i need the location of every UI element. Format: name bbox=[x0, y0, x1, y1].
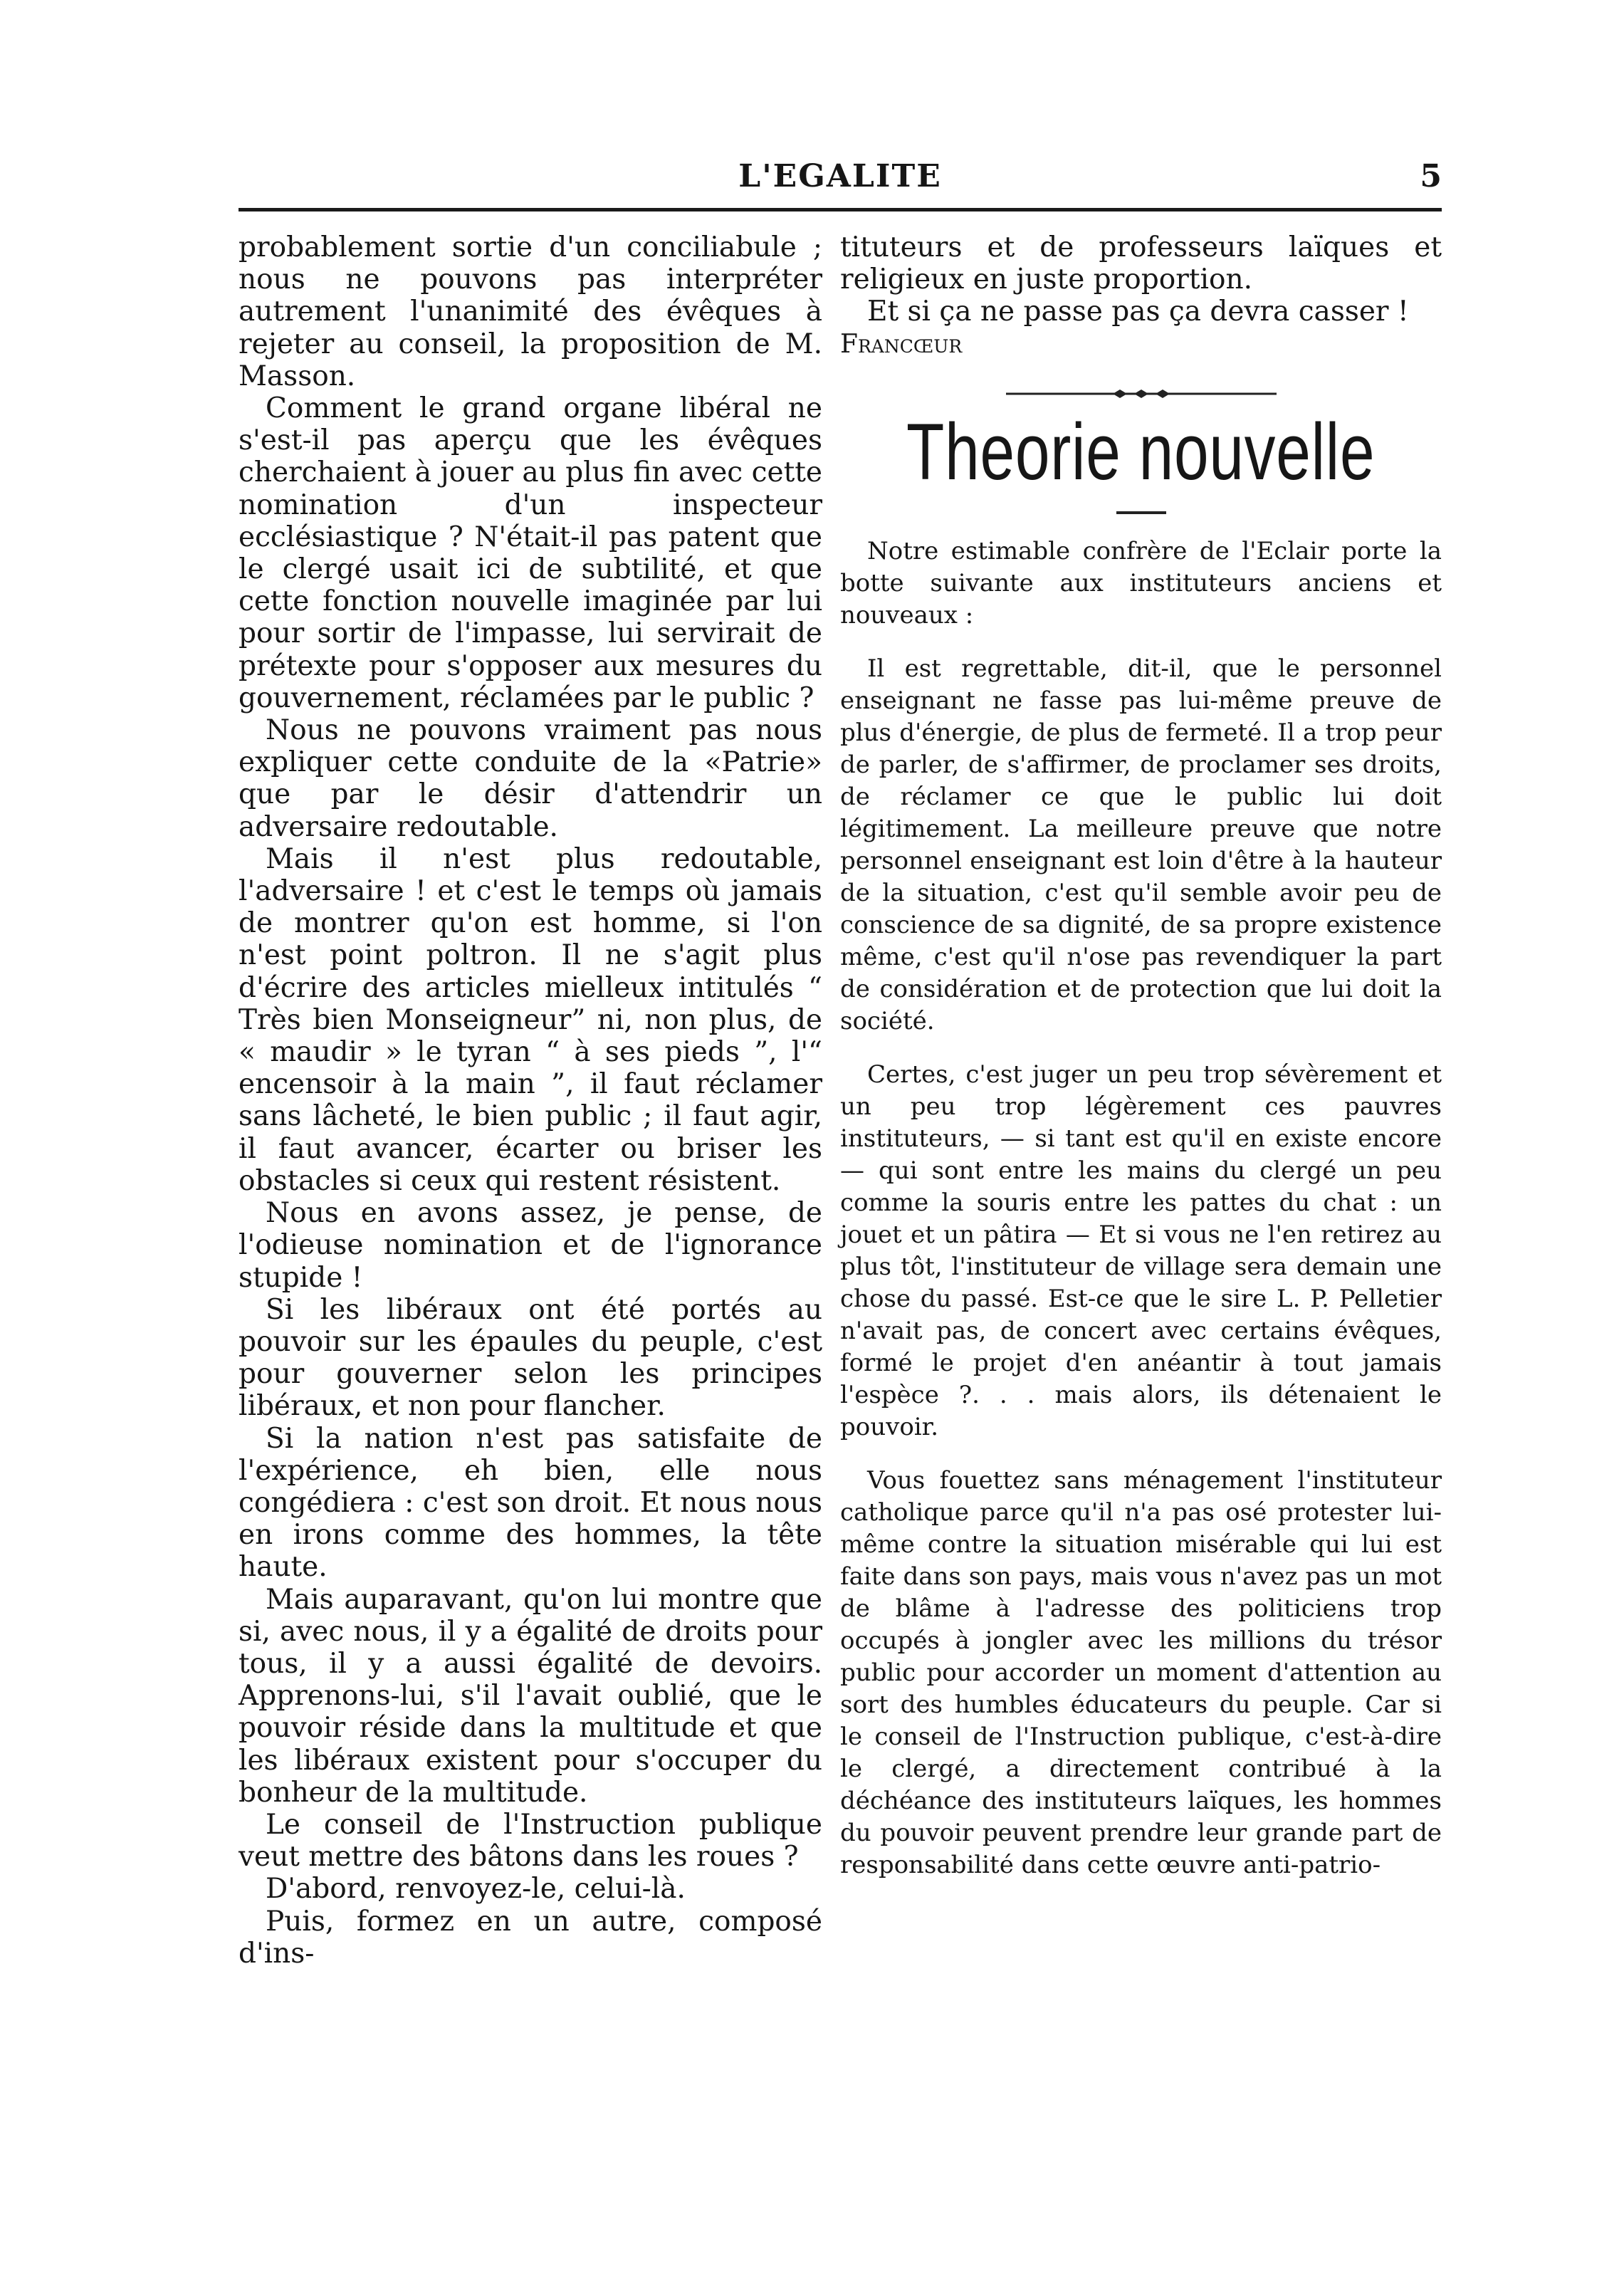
paragraph: Si la nation n'est pas satisfaite de l'expérience, eh bien, elle nous congédiera : c'est son droit. Et nous nous en irons comme des hommes, la tête haute. bbox=[239, 1422, 822, 1584]
paragraph: Nous ne pouvons vraiment pas nous expliquer cette conduite de la «Patrie» que par le désir d'attendrir un adversaire redoutable. bbox=[239, 714, 822, 843]
paragraph: D'abord, renvoyez-le, celui-là. bbox=[266, 1873, 686, 1906]
paragraph: Puis, formez en un autre, composé d'ins- bbox=[239, 1905, 822, 1970]
title-rule bbox=[1116, 511, 1166, 514]
article-intro: Notre estimable confrère de l'Eclair porte la botte suivante aux instituteurs anciens et nouveaux : bbox=[840, 536, 1442, 629]
paragraph: tituteurs et de professeurs laïques et religieux en juste proportion. bbox=[840, 231, 1442, 296]
paragraph: Mais il n'est plus redoutable, l'adversaire ! et c'est le temps où jamais de montrer qu'on est homme, si l'on n'est point poltron. Il ne s'agit plus d'écrire des articles mielleux intitulés “ Très bien Monseigneur” ni, non plus, de « maudir » le tyran “ à ses pieds ”, l'“ encensoir à la main ”, il faut réclamer sans lâcheté, le bien public ; il faut agir, il faut avancer, écarter ou briser les obstacles si ceux qui restent résistent. bbox=[239, 842, 822, 1197]
paragraph: Nous en avons assez, je pense, de l'odieuse nomination et de l'ignorance stupide ! bbox=[239, 1197, 822, 1294]
article-title: Theorie nouvelle bbox=[906, 407, 1376, 496]
left-column bbox=[239, 231, 822, 1970]
paragraph: Certes, c'est juger un peu trop sévèrement et un peu trop légèrement ces pauvres instituteurs, — si tant est qu'il en existe encore — qui sont entre les mains du clergé un peu comme la souris entre les pattes du chat : un jouet et un pâtira — Et si vous ne l'en retirez au plus tôt, l'instituteur de village sera demain une chose du passé. Est-ce que le sire L. P. Pelletier n'avait pas, de concert avec certains évêques, formé le projet d'en anéantir à tout jamais l'espèce ?. . . mais alors, ils détenaient le pouvoir. bbox=[840, 1060, 1442, 1441]
page-number: 5 bbox=[1420, 158, 1442, 194]
header-rule bbox=[239, 208, 1442, 211]
paragraph: Le conseil de l'Instruction publique veut mettre des bâtons dans les roues ? bbox=[239, 1808, 822, 1874]
quote-text: Il est regrettable, dit-il, que le personnel enseignant ne fasse pas lui-même preuve de plus d'énergie, de plus de fermeté. Il a trop peur de parler, de s'affirmer, de proclamer ses droits, de réclamer ce que le public lui doit légitimement. La meilleure preuve que notre personnel enseignant est loin d'être à la hauteur de la situation, c'est qu'il semble avoir peu de conscience de sa dignité, de sa propre existence même, c'est qu'il n'ose pas revendiquer la part de considération et de protection que lui doit la société. bbox=[840, 654, 1442, 1035]
paragraph: Comment le grand organe libéral ne s'est-il pas aperçu que les évêques cherchaient à jouer au plus fin avec cette nomination d'un inspecteur ecclésiastique ? N'était-il pas patent que le clergé usait ici de subtilité, et que cette fonction nouvelle imaginée par lui pour sortir de l'impasse, lui servirait de prétexte pour s'opposer aux mesures du gouvernement, réclamées par le public ? bbox=[239, 392, 822, 714]
ornamental-rule bbox=[1006, 389, 1277, 399]
quoted-excerpt bbox=[840, 653, 1442, 1038]
page-header bbox=[239, 158, 1442, 201]
paragraph: Mais auparavant, qu'on lui montre que si, avec nous, il y a égalité de droits pour tous, il y a aussi égalité de devoirs. Apprenons-lui, s'il l'avait oublié, que le pouvoir réside dans la multitude et que les libéraux existent pour s'occuper du bonheur de la multitude. bbox=[239, 1583, 822, 1809]
paragraph: Si les libéraux ont été portés au pouvoir sur les épaules du peuple, c'est pour gouverner selon les principes libéraux, et non pour flancher. bbox=[239, 1293, 822, 1423]
newspaper-title: L'EGALITE bbox=[738, 158, 942, 194]
author-signature: Francœur bbox=[840, 329, 963, 359]
paragraph: probablement sortie d'un conciliabule ; nous ne pouvons pas interpréter autrement l'unanimité des évêques à rejeter au conseil, la proposition de M. Masson. bbox=[239, 231, 822, 392]
paragraph: Vous fouettez sans ménagement l'instituteur catholique parce qu'il n'a pas osé protester lui-même contre la situation misérable qui lui est faite dans son pays, mais vous n'avez pas un mot de blâme à l'adresse des politiciens trop occupés à jongler avec les millions du trésor public pour accorder un moment d'attention au sort des humbles éducateurs du peuple. Car si le conseil de l'Instruction publique, c'est-à-dire le clergé, a directement contribué à la déchéance des instituteurs laïques, les hommes du pouvoir peuvent prendre leur grande part de responsabilité dans cette œuvre anti-patrio- bbox=[840, 1465, 1442, 1879]
closing-line: Et si ça ne passe pas ça devra casser ! bbox=[867, 296, 1409, 328]
right-column bbox=[840, 231, 1442, 1881]
